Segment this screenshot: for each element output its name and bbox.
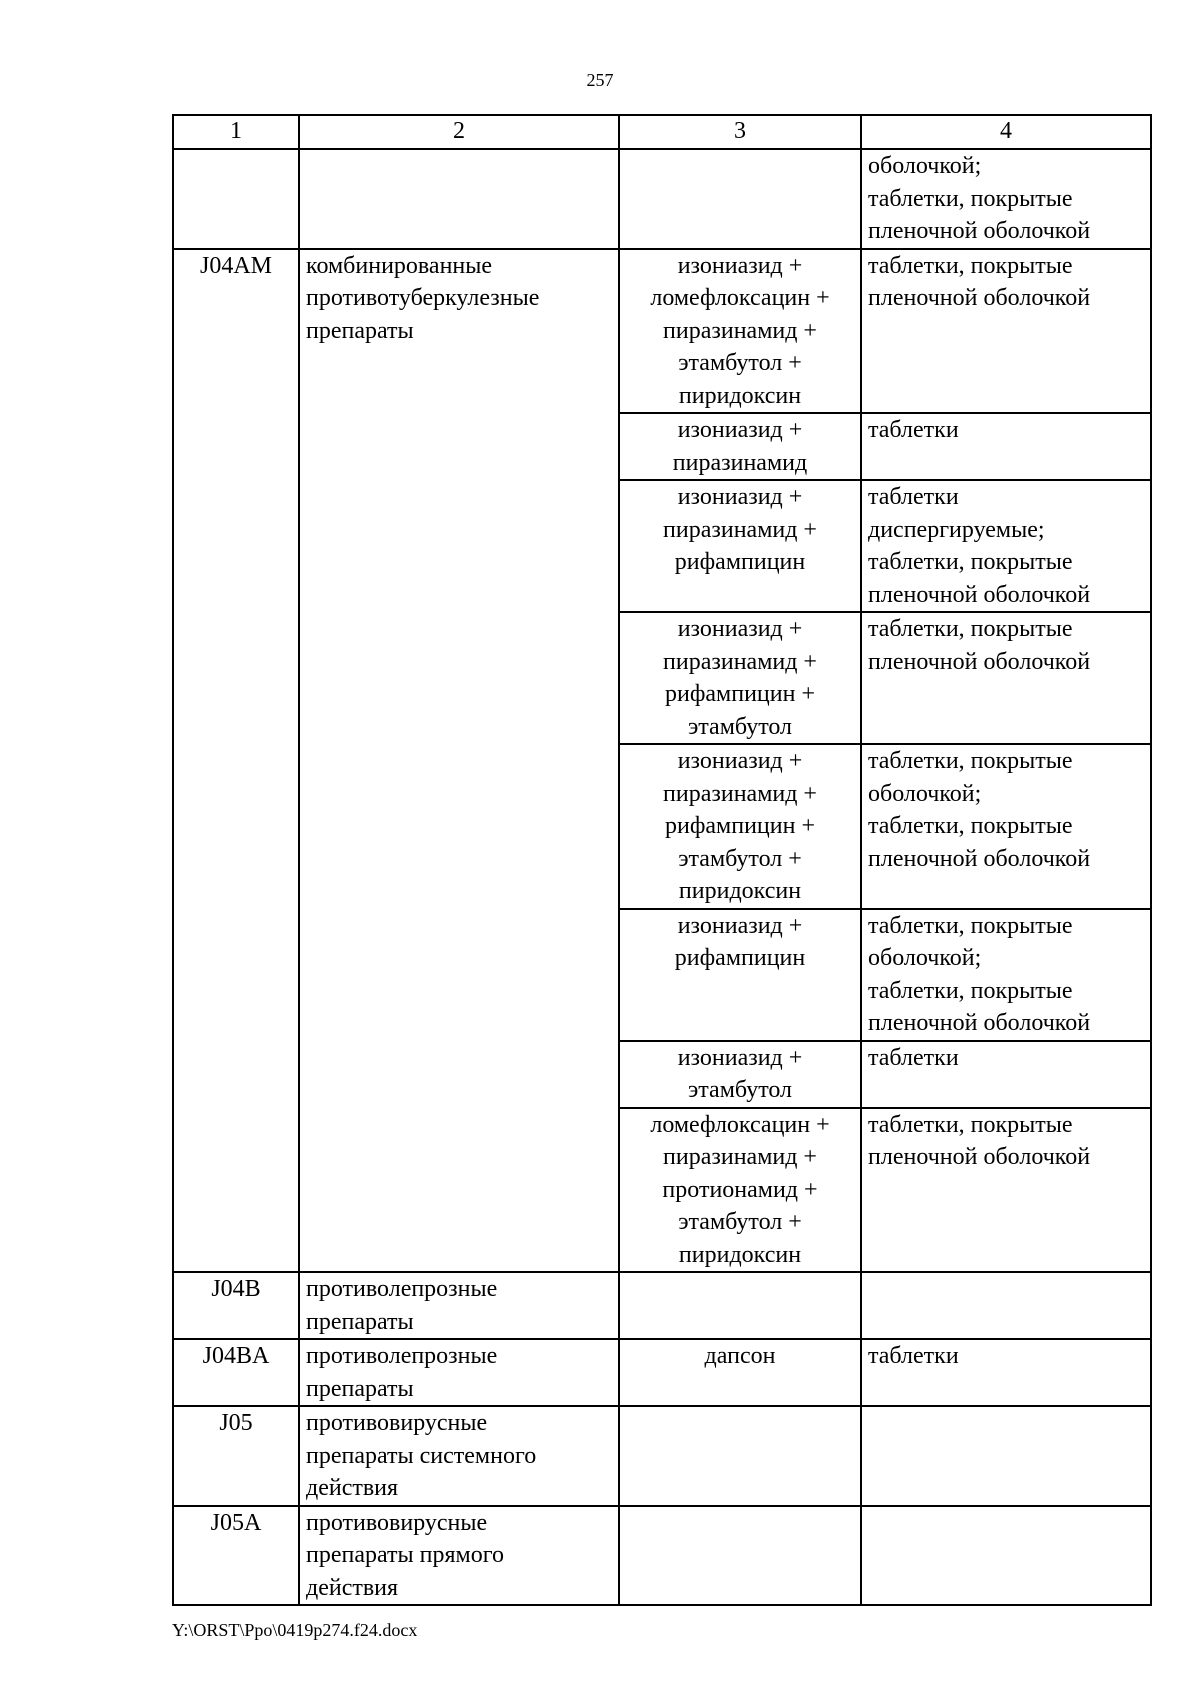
form-line: таблетки (868, 1044, 959, 1071)
drug-cell (619, 744, 861, 909)
form-line: таблетки (868, 484, 959, 510)
form-cell (861, 909, 1151, 1041)
drug-cell (619, 612, 861, 744)
form-line: таблетки (868, 417, 959, 443)
drug-line: пиридоксин (678, 878, 802, 904)
form-line: таблетки, покрытые (868, 549, 1073, 575)
name-line: комбинированные (306, 252, 493, 279)
drug-line: этамбутол + (678, 1209, 802, 1235)
form-line: пленочной оболочкой (868, 1010, 1091, 1036)
name-line: препараты прямого (306, 1542, 504, 1568)
column-header-1: 1 (173, 115, 299, 149)
form-line: оболочкой; (868, 780, 982, 807)
table-row-continuation (173, 149, 1151, 249)
form-line: таблетки, покрытые (868, 185, 1073, 212)
form-cell (861, 1272, 1151, 1339)
form-line: пленочной оболочкой (868, 218, 1091, 244)
name-line: действия (306, 1574, 399, 1601)
form-line: пленочной оболочкой (868, 845, 1091, 872)
drug-line: этамбутол + (678, 845, 802, 872)
column-header-2: 2 (299, 115, 619, 149)
drug-line: пиразинамид + (663, 648, 817, 675)
drug-cell (619, 1506, 861, 1606)
form-cell (861, 149, 1151, 249)
form-line: таблетки, покрытые (868, 616, 1073, 642)
table-row (173, 1506, 1151, 1606)
name-cell (299, 1339, 619, 1406)
drug-cell (619, 1339, 861, 1406)
drug-table (172, 114, 1152, 1606)
drug-line: пиразинамид + (663, 516, 817, 543)
form-line: оболочкой; (868, 945, 982, 971)
name-cell (299, 249, 619, 1273)
drug-cell (619, 1108, 861, 1273)
drug-line: изониазид + (677, 912, 803, 939)
table-row (173, 1339, 1151, 1406)
name-line: противолепрозные (306, 1343, 498, 1369)
form-cell (861, 1041, 1151, 1108)
drug-cell (619, 1041, 861, 1108)
drug-line: изониазид + (677, 1044, 803, 1071)
form-line: таблетки, покрытые (868, 813, 1073, 839)
drug-line: изониазид + (677, 417, 803, 443)
form-line: диспергируемые; (868, 516, 1045, 543)
column-header-4: 4 (861, 115, 1151, 149)
form-cell (861, 612, 1151, 744)
drug-cell (619, 249, 861, 414)
name-cell (299, 1406, 619, 1506)
code-cell: J05A (173, 1506, 299, 1606)
column-header-3: 3 (619, 115, 861, 149)
form-line: таблетки, покрытые (868, 252, 1073, 279)
form-line: пленочной оболочкой (868, 1144, 1091, 1170)
drug-cell (619, 413, 861, 480)
footer-file-path: Y:\ORST\Ppo\0419p274.f24.docx (172, 1620, 418, 1640)
name-line: противовирусные (306, 1509, 488, 1536)
drug-line: пиразинамид (672, 449, 808, 476)
table-row (173, 1406, 1151, 1506)
form-cell (861, 249, 1151, 414)
name-cell (299, 1272, 619, 1339)
table-header-row (173, 115, 1151, 149)
form-line: таблетки, покрытые (868, 977, 1073, 1004)
drug-line: ломефлоксацин + (650, 285, 830, 311)
form-cell (861, 744, 1151, 909)
drug-cell (619, 1406, 861, 1506)
form-cell (861, 1339, 1151, 1406)
name-line: противотуберкулезные (306, 285, 540, 311)
code-cell: J04BA (173, 1339, 299, 1406)
drug-line: ломефлоксацин + (650, 1111, 830, 1138)
form-line: таблетки, покрытые (868, 912, 1073, 939)
drug-line: этамбутол + (678, 350, 802, 376)
name-line: противолепрозные (306, 1276, 498, 1302)
drug-line: этамбутол (687, 713, 793, 740)
name-line: действия (306, 1475, 399, 1501)
drug-line: изониазид + (677, 484, 803, 510)
table-row (173, 1272, 1151, 1339)
drug-cell (619, 1272, 861, 1339)
drug-line: изониазид + (677, 252, 803, 279)
name-cell (299, 1506, 619, 1606)
code-cell: J04B (173, 1272, 299, 1339)
page-number: 257 (586, 70, 614, 90)
code-cell: J04AM (173, 249, 299, 1273)
drug-line: изониазид + (677, 748, 803, 774)
form-line: таблетки (868, 1343, 959, 1369)
drug-line: рифампицин + (665, 813, 815, 839)
drug-line: пиридоксин (678, 382, 802, 409)
code-cell (173, 149, 299, 249)
form-line: оболочкой; (868, 153, 982, 179)
drug-line: рифампицин (674, 945, 806, 971)
drug-cell (619, 480, 861, 612)
form-cell (861, 480, 1151, 612)
form-line: пленочной оболочкой (868, 285, 1091, 311)
drug-line: дапсон (704, 1343, 776, 1369)
drug-line: рифампицин (674, 549, 806, 575)
form-cell (861, 1406, 1151, 1506)
drug-line: изониазид + (677, 616, 803, 642)
name-line: препараты (306, 1308, 414, 1335)
name-cell (299, 149, 619, 249)
form-line: пленочной оболочкой (868, 581, 1091, 608)
form-line: таблетки, покрытые (868, 748, 1073, 774)
code-cell: J05 (173, 1406, 299, 1506)
form-cell (861, 1506, 1151, 1606)
form-cell (861, 413, 1151, 480)
table-row (173, 249, 1151, 414)
drug-line: этамбутол (687, 1077, 793, 1103)
name-line: препараты системного (306, 1442, 537, 1469)
name-line: препараты (306, 1375, 414, 1402)
drug-line: пиразинамид + (663, 780, 817, 807)
drug-cell (619, 149, 861, 249)
drug-line: пиразинамид + (663, 1144, 817, 1170)
drug-line: пиразинамид + (663, 317, 817, 344)
name-line: противовирусные (306, 1410, 488, 1436)
drug-line: протионамид + (662, 1176, 818, 1203)
form-line: пленочной оболочкой (868, 648, 1091, 675)
name-line: препараты (306, 317, 414, 344)
drug-cell (619, 909, 861, 1041)
form-line: таблетки, покрытые (868, 1111, 1073, 1138)
form-cell (861, 1108, 1151, 1273)
drug-line: пиридоксин (678, 1241, 802, 1268)
drug-line: рифампицин + (665, 681, 815, 707)
